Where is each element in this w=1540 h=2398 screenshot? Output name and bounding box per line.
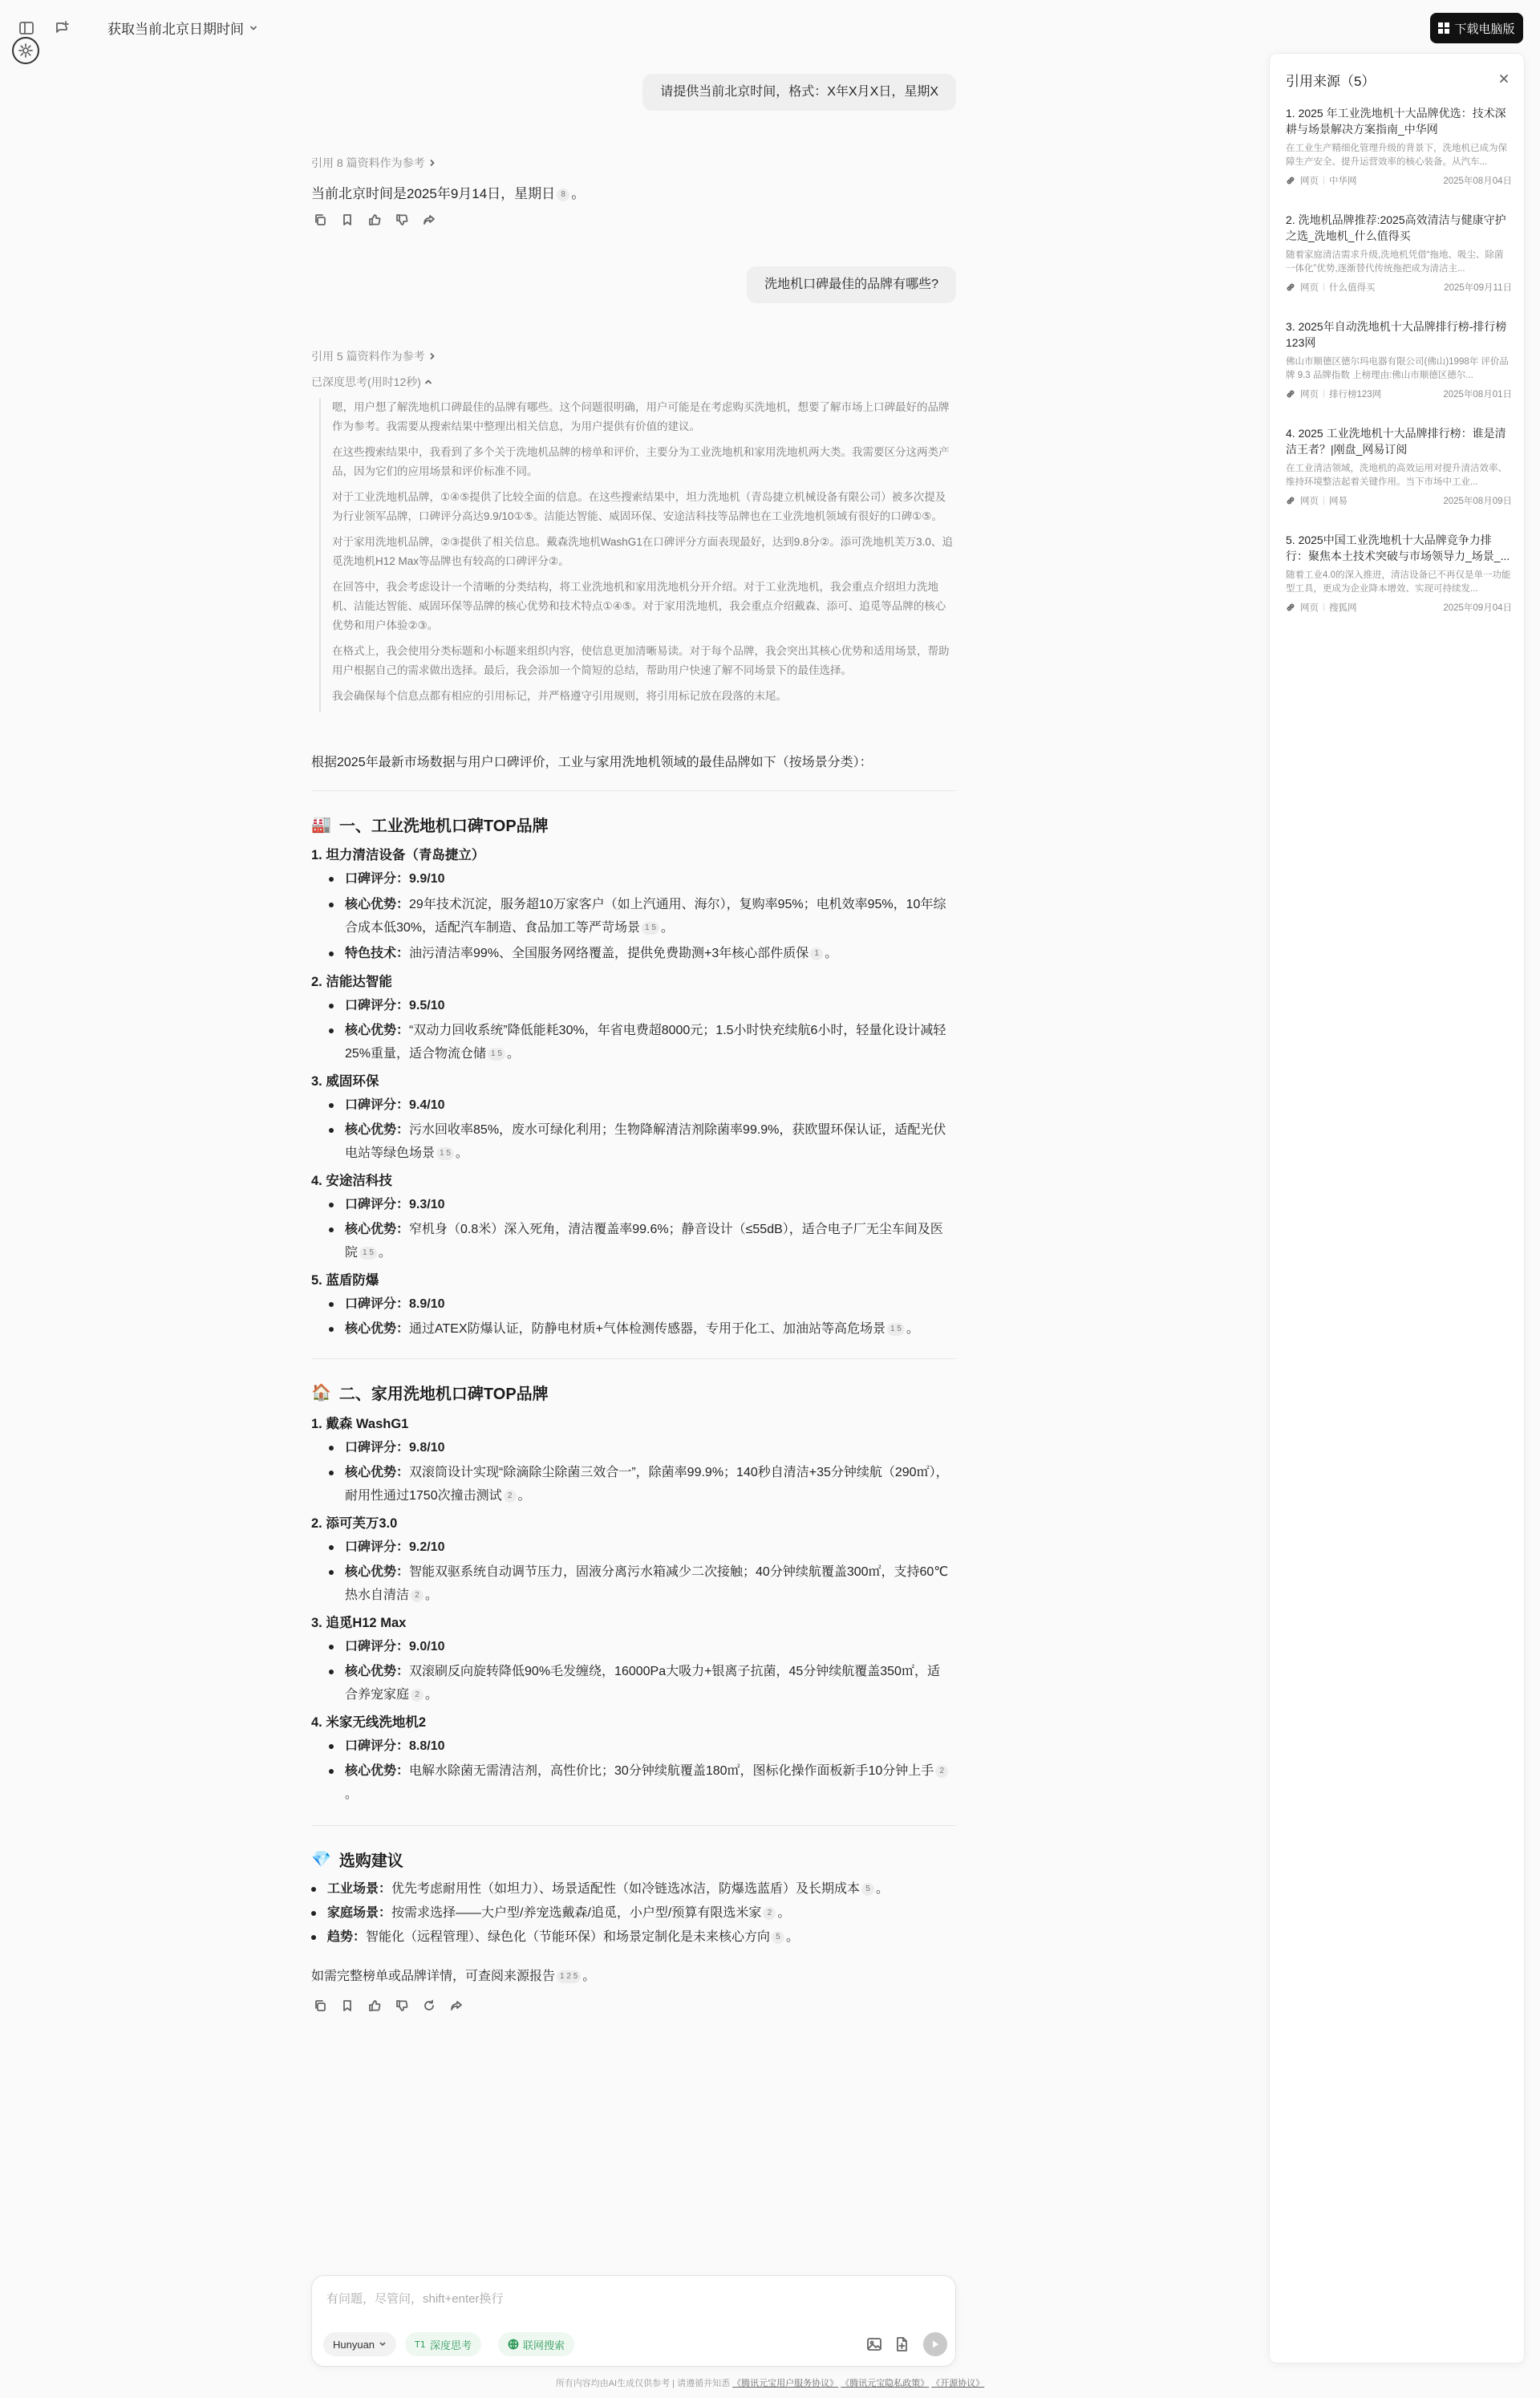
household-heading: [311, 1381, 549, 1404]
brand-title: 3. 威固环保: [311, 1074, 379, 1089]
score-label: 口碑评分：: [345, 1739, 410, 1753]
thinking-paragraph: 嗯，用户想了解洗地机口碑最佳的品牌有哪些。这个问题很明确，用户可能是在考虑购买洗地机，想要了解市场上口碑最好的品牌作为参考。我需要从搜索结果中整理出相关信息，为用户提供有价值的建议。: [332, 401, 950, 432]
svg-text:T1: T1: [415, 2339, 426, 2350]
thumbs-up-icon[interactable]: [366, 1997, 383, 2015]
advantage-text: 双滚筒设计实现“除滴除尘除菌三效合一”，除菌率99.9%；140秒自清洁+35分钟续航（290㎡），耐用性通过1750次撞击测试: [345, 1466, 949, 1503]
divider: [311, 1358, 956, 1359]
bookmark-icon[interactable]: [338, 211, 356, 229]
closing-text: 如需完整榜单或品牌详情，可查阅来源报告: [311, 1970, 556, 1983]
reference-title: 2. 洗地机品牌推荐:2025高效清洁与健康守护之选_洗地机_什么值得买: [1286, 213, 1506, 242]
brand-advantage: 核心优势：双滚刷反向旋转降低90%毛发缠绕，16000Pa大吸力+银离子抗菌，45分钟续航覆盖350㎡，适合养宠家庭 2 。: [329, 1660, 951, 1706]
advice-heading: [311, 1848, 403, 1871]
brand-advantage: 核心优势：窄机身（0.8米）深入死角，清洁覆盖率99.6%；静音设计（≤55dB），适合电子厂无尘车间及医院 1 5 。: [329, 1218, 951, 1264]
bookmark-icon[interactable]: [338, 1997, 356, 2015]
brand-score: [329, 867, 951, 891]
score-label: 口碑评分：: [345, 872, 410, 886]
advice-label: 工业场景：: [327, 1882, 392, 1896]
score-value: 9.3/10: [409, 1198, 445, 1211]
references-toggle-1[interactable]: [311, 155, 436, 171]
message-input[interactable]: [326, 2287, 936, 2310]
deep-think-toggle[interactable]: [311, 374, 432, 390]
advantage-text: 29年技术沉淀，服务超10万家客户（如上汽通用、海尔），复购率95%；电机效率95%，10年综合成本低30%，适配汽车制造、食品加工等严苛场景: [345, 898, 946, 935]
conversation-title[interactable]: [107, 18, 258, 38]
model-name: Hunyuan: [333, 2338, 375, 2351]
deep-think-chip-label: 深度思考: [430, 2339, 472, 2351]
gem-icon: 💎: [311, 1851, 331, 1868]
brand-title: 1. 坦力清洁设备（青岛捷立）: [311, 848, 485, 862]
advantage-label: 核心优势：: [345, 1123, 410, 1137]
share-icon[interactable]: [448, 1997, 465, 2015]
advice-label: 家庭场景：: [327, 1906, 392, 1920]
footer-text: 所有内容均由AI生成仅供参考 | 请遵循并知悉: [555, 2379, 731, 2388]
model-selector[interactable]: [323, 2332, 396, 2356]
brand-title: 2. 添可芙万3.0: [311, 1516, 398, 1531]
new-chat-icon[interactable]: [51, 18, 72, 39]
brand-title: 5. 蓝盾防爆: [311, 1273, 379, 1288]
household-heading-text: 二、家用洗地机口碑TOP品牌: [338, 1386, 549, 1403]
references-count-2: 引用 5 篇资料作为参考: [311, 350, 425, 363]
reference-type: 网页: [1300, 603, 1319, 613]
divider: [311, 1825, 956, 1826]
divider: [1323, 283, 1324, 291]
citation-badge[interactable]: 1: [810, 947, 823, 960]
share-icon[interactable]: [420, 211, 438, 229]
web-search-toggle-button[interactable]: [498, 2332, 574, 2356]
link-icon: [1286, 603, 1295, 612]
reference-meta: [1286, 281, 1512, 294]
deep-think-toggle-button[interactable]: [405, 2332, 481, 2356]
citation-badge[interactable]: 1 5: [359, 1247, 377, 1260]
advice-item: 趋势：智能化（远程管理）、绿色化（节能环保）和场景定制化是未来核心方向 5 。: [311, 1925, 934, 1949]
reference-meta: [1286, 601, 1512, 614]
advantage-label: 核心优势：: [345, 1024, 410, 1037]
thumbs-down-icon[interactable]: [393, 1997, 411, 2015]
brand-advantage: 核心优势：电解水除菌无需清洁剂，高性价比；30分钟续航覆盖180㎡，图标化操作面板新手10分钟上手 2。: [329, 1759, 951, 1806]
thinking-paragraph: 我会确保每个信息点都有相应的引用标记，并严格遵守引用规则，将引用标记放在段落的末尾。: [332, 690, 787, 702]
user-agreement-link[interactable]: 《腾讯元宝用户服务协议》: [732, 2379, 839, 2388]
brand-score: [329, 994, 951, 1017]
reference-meta: [1286, 494, 1512, 507]
reference-item[interactable]: [1286, 212, 1512, 308]
globe-icon: [508, 2339, 519, 2350]
advantage-text: 智能双驱系统自动调节压力，固液分离污水箱减少二次接触；40分钟续航覆盖300㎡，支持60℃热水自清洁: [345, 1565, 949, 1602]
image-upload-icon[interactable]: [865, 2335, 883, 2353]
brand-feature: 特色技术：油污清洁率99%、全国服务网络覆盖，提供免费勘测+3年核心部件质保 1 。: [329, 942, 951, 965]
brand-title: 1. 戴森 WashG1: [311, 1417, 409, 1431]
reference-date: 2025年08月09日: [1443, 497, 1512, 506]
citation-badge[interactable]: 8: [557, 189, 569, 201]
advice-label: 趋势：: [327, 1930, 367, 1944]
references-panel: [1269, 53, 1525, 2364]
assistant-answer-1: 当前北京时间是2025年9月14日，星期日 8 。: [311, 186, 586, 201]
copy-icon[interactable]: [311, 211, 329, 229]
download-desktop-button[interactable]: [1430, 13, 1523, 43]
top-bar: [0, 0, 1540, 51]
advantage-text: “双动力回收系统”降低能耗30%，年省电费超8000元；1.5小时快充续航6小时，轻量化设计减轻25%重量，适合物流仓储: [345, 1024, 946, 1061]
conversation-title-text: 获取当前北京日期时间: [107, 22, 244, 37]
advice-heading-text: 选购建议: [338, 1852, 403, 1870]
score-value: 9.4/10: [409, 1098, 445, 1112]
answer-1-text: 当前北京时间是2025年9月14日，星期日: [311, 186, 556, 201]
citation-badge[interactable]: 1 5: [488, 1048, 505, 1061]
thumbs-up-icon[interactable]: [366, 211, 383, 229]
reference-date: 2025年09月11日: [1444, 283, 1512, 293]
citation-badge[interactable]: 2: [763, 1907, 776, 1920]
reference-source: 搜狐网: [1329, 603, 1357, 613]
chevron-down-icon: [379, 2340, 387, 2348]
link-icon: [1286, 176, 1295, 185]
reference-title: 4. 2025 工业洗地机十大品牌排行榜：谁是清洁王者？|刚盘_网易订阅: [1286, 427, 1506, 456]
brand-score: [329, 1292, 951, 1316]
reference-type: 网页: [1300, 390, 1319, 400]
web-search-chip-label: 联网搜索: [523, 2339, 565, 2351]
close-icon[interactable]: [1495, 70, 1513, 87]
message-actions-2: [311, 1997, 465, 2015]
regenerate-icon[interactable]: [420, 1997, 438, 2015]
chevron-down-icon: [249, 23, 258, 33]
reference-snippet: 随着工业4.0的深入推进，清洁设备已不再仅是单一功能型工具，更成为企业降本增效、实现可持续发...: [1286, 570, 1511, 594]
brand-advantage: 核心优势：污水回收率85%，废水可绿化利用；生物降解清洁剂除菌率99.9%，获欧盟环保认证，适配光伏电站等绿色场景 1 5 。: [329, 1118, 951, 1165]
advantage-text: 双滚刷反向旋转降低90%毛发缠绕，16000Pa大吸力+银离子抗菌，45分钟续航覆盖350㎡，适合养宠家庭: [345, 1665, 940, 1702]
chevron-up-icon: [424, 378, 432, 386]
divider: [311, 790, 956, 791]
send-button[interactable]: [923, 2332, 947, 2356]
open-source-link[interactable]: 《开源协议》: [931, 2379, 985, 2388]
copy-icon[interactable]: [311, 1997, 329, 2015]
advantage-label: 核心优势：: [345, 1764, 410, 1778]
deep-think-label: 已深度思考(用时12秒): [311, 375, 421, 388]
deep-think-icon: [415, 2339, 426, 2350]
settings-gear-icon[interactable]: [12, 37, 39, 64]
privacy-policy-link[interactable]: 《腾讯元宝隐私政策》: [841, 2379, 930, 2388]
message-composer: [311, 2275, 956, 2367]
reference-item[interactable]: [1286, 425, 1512, 521]
divider: [1323, 497, 1324, 505]
user-message-2: 洗地机口碑最佳的品牌有哪些?: [747, 266, 956, 303]
brand-score: [329, 1436, 951, 1459]
score-value: 9.0/10: [409, 1640, 445, 1653]
reference-title: 5. 2025中国工业洗地机十大品牌竞争力排行：聚焦本土技术突破与市场领导力_场景_...: [1286, 534, 1510, 562]
closing-line: 如需完整榜单或品牌详情，可查阅来源报告 1 2 5 。: [311, 1970, 596, 1983]
brand-score: [329, 1193, 951, 1216]
factory-icon: 🏭: [311, 816, 331, 834]
thinking-paragraph: 对于工业洗地机品牌，①④⑤提供了比较全面的信息。在这些搜索结果中，坦力洗地机（青岛捷立机械设备有限公司）被多次提及为行业领军品牌，口碑评分高达9.9/10①⑤。洁能达智能、威固环保、安途洁科技等品牌也在工业洗地机领域有很好的口碑①⑤。: [332, 491, 946, 522]
industrial-heading: [311, 813, 549, 836]
brand-title: 2. 洁能达智能: [311, 975, 392, 989]
score-label: 口碑评分：: [345, 1198, 410, 1211]
reference-meta: [1286, 387, 1512, 400]
reference-date: 2025年08月01日: [1443, 390, 1512, 400]
chevron-right-icon: [428, 352, 436, 360]
score-label: 口碑评分：: [345, 1098, 410, 1112]
brand-score: [329, 1094, 951, 1117]
house-icon: 🏠: [311, 1384, 331, 1402]
user-message-1: 请提供当前北京时间，格式：X年X月X日，星期X: [642, 74, 956, 111]
score-label: 口碑评分：: [345, 1297, 410, 1311]
reference-type: 网页: [1300, 177, 1319, 186]
reference-snippet: 随着家庭清洁需求升级,洗地机凭借“拖地、吸尘、除菌一体化”优势,逐渐替代传统拖把成为清洁主...: [1286, 250, 1504, 274]
reference-title: 3. 2025年自动洗地机十大品牌排行榜-排行榜123网: [1286, 320, 1507, 349]
brand-score: [329, 1635, 951, 1658]
advantage-text: 污水回收率85%，废水可绿化利用；生物降解清洁剂除菌率99.9%，获欧盟环保认证，适配光伏电站等绿色场景: [345, 1123, 946, 1160]
reference-source: 网易: [1329, 497, 1348, 506]
references-count-1: 引用 8 篇资料作为参考: [311, 156, 425, 169]
feature-label: 特色技术：: [345, 947, 410, 960]
reference-snippet: 佛山市顺德区德尔玛电器有限公司(佛山)1998年 评价品牌 9.3 品牌指数 上榜理由:佛山市顺德区德尔...: [1286, 357, 1509, 380]
reference-source: 中华网: [1329, 177, 1357, 186]
industrial-heading-text: 一、工业洗地机口碑TOP品牌: [338, 818, 549, 835]
brand-advantage: 核心优势：智能双驱系统自动调节压力，固液分离污水箱减少二次接触；40分钟续航覆盖300㎡，支持60℃热水自清洁 2 。: [329, 1560, 951, 1607]
windows-icon: [1438, 22, 1449, 34]
advantage-label: 核心优势：: [345, 898, 410, 911]
divider: [1323, 390, 1324, 398]
brand-title: 4. 安途洁科技: [311, 1174, 392, 1188]
score-value: 9.8/10: [409, 1441, 445, 1455]
advice-text: 优先考虑耐用性（如坦力）、场景适配性（如冷链选冰洁，防爆选蓝盾）及长期成本: [391, 1882, 861, 1896]
score-label: 口碑评分：: [345, 1540, 410, 1554]
brand-title: 3. 追觅H12 Max: [311, 1616, 407, 1630]
link-icon: [1286, 496, 1295, 505]
brand-score: [329, 1735, 951, 1758]
brand-title: 4. 米家无线洗地机2: [311, 1715, 427, 1730]
send-icon: [930, 2339, 940, 2349]
feature-text: 油污清洁率99%、全国服务网络覆盖，提供免费勘测+3年核心部件质保: [409, 947, 809, 960]
message-actions-1: [311, 211, 438, 229]
brand-advantage: 核心优势：29年技术沉淀，服务超10万家客户（如上汽通用、海尔），复购率95%；电机效率95%，10年综合成本低30%，适配汽车制造、食品加工等严苛场景 1 5 。: [329, 893, 951, 939]
reference-source: 什么值得买: [1329, 283, 1376, 293]
advice-item: 家庭场景：按需求选择——大户型/养宠选戴森/追觅，小户型/预算有限选米家 2 。: [311, 1901, 934, 1925]
link-icon: [1286, 282, 1295, 292]
reference-item[interactable]: [1286, 532, 1512, 628]
advantage-text: 电解水除菌无需清洁剂，高性价比；30分钟续航覆盖180㎡，图标化操作面板新手10分钟上手: [409, 1764, 934, 1778]
advice-item: 工业场景：优先考虑耐用性（如坦力）、场景适配性（如冷链选冰洁，防爆选蓝盾）及长期成本 5 。: [311, 1877, 934, 1901]
link-icon: [1286, 389, 1295, 399]
advice-text: 按需求选择——大户型/养宠选戴森/追觅，小户型/预算有限选米家: [391, 1906, 762, 1920]
advantage-label: 核心优势：: [345, 1665, 410, 1678]
divider: [1323, 603, 1324, 611]
reference-item[interactable]: [1286, 105, 1512, 201]
reference-snippet: 在工业生产精细化管理升级的背景下，洗地机已成为保障生产安全、提升运营效率的核心装备。从汽车...: [1286, 144, 1507, 167]
reference-type: 网页: [1300, 283, 1319, 293]
citation-badge[interactable]: 2: [411, 1589, 424, 1602]
score-value: 9.5/10: [409, 999, 445, 1012]
advice-text: 智能化（远程管理）、绿色化（节能环保）和场景定制化是未来核心方向: [366, 1930, 771, 1944]
thinking-paragraph: 对于家用洗地机品牌，②③提供了相关信息。戴森洗地机WashG1在口碑评分方面表现最好，达到9.8分②。添可洗地机芙万3.0、追觅洗地机H12 Max等品牌也有较高的口碑评分②。: [332, 536, 953, 567]
reference-title: 1. 2025 年工业洗地机十大品牌优选：技术深耕与场景解决方案指南_中华网: [1286, 107, 1506, 136]
score-value: 9.2/10: [409, 1540, 445, 1554]
citation-badge[interactable]: 1 5: [436, 1147, 454, 1160]
score-label: 口碑评分：: [345, 999, 410, 1012]
citation-badge[interactable]: 2: [935, 1765, 948, 1778]
brand-advantage: 核心优势：“双动力回收系统”降低能耗30%，年省电费超8000元；1.5小时快充续航6小时，轻量化设计减轻25%重量，适合物流仓储 1 5 。: [329, 1019, 951, 1065]
citation-badge[interactable]: 1 5: [887, 1323, 905, 1336]
score-value: 9.9/10: [409, 872, 445, 886]
advantage-text: 窄机身（0.8米）深入死角，清洁覆盖率99.6%；静音设计（≤55dB），适合电子厂无尘车间及医院: [345, 1223, 943, 1260]
score-value: 8.9/10: [409, 1297, 445, 1311]
advantage-text: 通过ATEX防爆认证，防静电材质+气体检测传感器，专用于化工、加油站等高危场景: [409, 1322, 886, 1336]
citation-badge[interactable]: 1 5: [642, 922, 659, 935]
references-toggle-2[interactable]: [311, 348, 436, 364]
references-panel-title: 引用来源（5）: [1286, 74, 1376, 89]
reference-snippet: 在工业清洁领域，洗地机的高效运用对提升清洁效率、维持环境整洁起着关键作用。当下市场中工业...: [1286, 464, 1507, 487]
citation-badge[interactable]: 5: [861, 1883, 874, 1896]
thumbs-down-icon[interactable]: [393, 211, 411, 229]
advantage-label: 核心优势：: [345, 1565, 410, 1579]
thinking-paragraph: 在这些搜索结果中，我看到了多个关于洗地机品牌的榜单和评价，主要分为工业洗地机和家用洗地机两大类。我需要区分这两类产品，因为它们的应用场景和评价标准不同。: [332, 446, 950, 477]
citation-badge[interactable]: 2: [504, 1490, 517, 1503]
score-label: 口碑评分：: [345, 1441, 410, 1455]
citation-badge[interactable]: 5: [772, 1931, 784, 1944]
score-value: 8.8/10: [409, 1739, 445, 1753]
score-label: 口碑评分：: [345, 1640, 410, 1653]
brand-advantage: 核心优势：通过ATEX防爆认证，防静电材质+气体检测传感器，专用于化工、加油站等高危场景 1 5 。: [329, 1317, 951, 1341]
download-desktop-label: 下载电脑版: [1454, 22, 1515, 36]
citation-badge[interactable]: 1 2 5: [557, 1970, 581, 1983]
thinking-paragraph: 在格式上，我会使用分类标题和小标题来组织内容，使信息更加清晰易读。对于每个品牌，我会突出其核心优势和适用场景，帮助用户根据自己的需求做出选择。最后，我会添加一个简短的总结，帮助用户快速了解不同场景下的最佳选择。: [332, 645, 950, 676]
reference-source: 排行榜123网: [1329, 390, 1382, 400]
reference-date: 2025年08月04日: [1443, 177, 1512, 186]
reference-date: 2025年09月04日: [1443, 603, 1512, 613]
citation-badge[interactable]: 2: [411, 1689, 424, 1702]
reference-item[interactable]: [1286, 319, 1512, 415]
brand-advantage: 核心优势：双滚筒设计实现“除滴除尘除菌三效合一”，除菌率99.9%；140秒自清洁+35分钟续航（290㎡），耐用性通过1750次撞击测试 2 。: [329, 1461, 951, 1507]
sidebar-toggle-icon[interactable]: [16, 18, 37, 39]
divider: [1323, 177, 1324, 185]
reference-type: 网页: [1300, 497, 1319, 506]
answer-intro: 根据2025年最新市场数据与用户口碑评价，工业与家用洗地机领域的最佳品牌如下（按场景分类）：: [311, 756, 873, 769]
thinking-process: [319, 398, 954, 712]
reference-meta: [1286, 174, 1512, 187]
advantage-label: 核心优势：: [345, 1466, 410, 1479]
advantage-label: 核心优势：: [345, 1322, 410, 1336]
chevron-right-icon: [428, 159, 436, 167]
file-upload-icon[interactable]: [893, 2335, 910, 2353]
thinking-paragraph: 在回答中，我会考虑设计一个清晰的分类结构，将工业洗地机和家用洗地机分开介绍。对于工业洗地机，我会重点介绍坦力洗地机、洁能达智能、威固环保等品牌的核心优势和技术特点①④⑤。对于家用洗地机，我会重点介绍戴森、添可、追觅等品牌的核心优势和用户体验②③。: [332, 581, 946, 631]
advantage-label: 核心优势：: [345, 1223, 410, 1236]
brand-score: [329, 1536, 951, 1559]
legal-footer: [0, 2376, 1540, 2389]
